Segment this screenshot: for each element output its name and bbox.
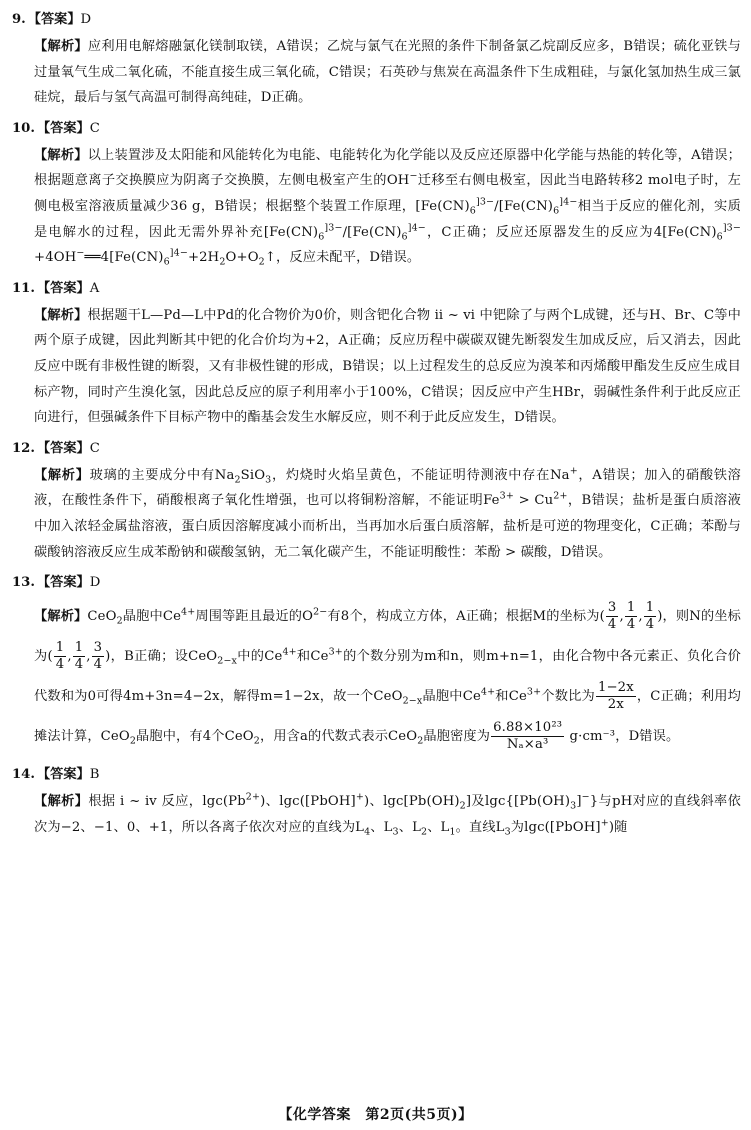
q12-text-1: 玻璃的主要成分中有Na — [89, 467, 235, 483]
q14-sub: 3 — [570, 800, 577, 812]
page-footer: 【化学答案 第2页(共5页)】 — [278, 1107, 473, 1123]
q14-sub: 3 — [392, 826, 399, 838]
q12-sub: 2 — [234, 474, 241, 486]
q10-sub: 6 — [318, 231, 325, 243]
q14-sup: + — [355, 791, 364, 803]
n-coord-x — [54, 640, 67, 673]
q14-sub: 3 — [504, 826, 511, 838]
q13-sup: 3+ — [328, 646, 343, 658]
q12-answer: C — [89, 440, 100, 456]
q10-answer-line — [12, 119, 741, 139]
q10-sub: 2 — [219, 256, 226, 268]
frac-den: 4 — [645, 617, 655, 633]
q13-sub: 2 — [116, 615, 123, 627]
q14-text-5: ] — [576, 794, 582, 810]
question-14 — [12, 765, 741, 840]
q13-text-15: ，用含a的代数式表示CeO — [259, 729, 418, 745]
question-12 — [12, 439, 741, 565]
q10-text-10: O+O — [225, 250, 259, 266]
q13-sub: 2−x — [217, 655, 238, 667]
q10-sup: ]3− — [722, 222, 741, 234]
q13-sub: 2 — [417, 735, 424, 747]
question-9 — [12, 10, 741, 111]
q13-text-7: 中的Ce — [237, 649, 283, 665]
q11-analysis-label: 【解析】 — [34, 307, 88, 323]
q14-sub: 1 — [449, 826, 456, 838]
q10-text-9: +2H — [187, 250, 220, 266]
q11-analysis-text: 根据题干L—Pd—L中Pd的化合物价为0价，则含钯化合物 ⅱ ~ ⅵ 中钯除了与两个L成键，还与H、Br、C等中两个原子成键，因此判断其中钯的化合价均为+2，A正确；反应历程中碳碳双键先断裂发生加成反应，后又消去，因此反应中既有非极性键的断裂，又有非极性键的形成，B错误；以上过程发生的总反应为溴苯和丙烯酸甲酯发生反应生成目标产物，同时产生溴化氢，因此总反应的原子利用率小于100%，C错误；因反应中产生HBr，弱碱性条件利于此反应正向进行，但强碱条件下目标产物中的酯基会发生水解反应，则不利于此反应发生，D错误。 — [34, 307, 741, 426]
q11-analysis — [34, 303, 741, 431]
q13-text-2: 晶胞中Ce — [122, 609, 182, 625]
q10-sup: ]4− — [559, 196, 578, 208]
q13-analysis-label: 【解析】 — [34, 609, 88, 625]
q10-sub: 6 — [716, 231, 723, 243]
q14-sub: 2 — [420, 826, 428, 838]
q11-answer-label: 【答案】 — [36, 280, 90, 296]
q9-answer-label: 【答案】 — [27, 12, 81, 27]
q13-text-5: )，则N的坐标为( — [34, 609, 741, 665]
q9-answer: D — [80, 12, 92, 27]
q13-answer-line — [12, 573, 741, 593]
q13-sub: 2−x — [402, 695, 423, 707]
q10-analysis — [34, 143, 741, 271]
q14-text-7: 、L — [370, 819, 393, 835]
q13-answer: D — [89, 575, 101, 591]
q12-text-5: > Cu — [513, 493, 554, 509]
frac-den: 2x — [607, 697, 624, 713]
q10-analysis-label: 【解析】 — [34, 147, 88, 163]
q13-text-9: 的个数分别为m和n，则m+n=1，由化合物中各元素正、负化合价代数和为0可得4m+3n=4−2x，解得m=1−2x，故一个CeO — [34, 649, 741, 705]
n-coord-y — [73, 640, 86, 673]
q13-sup: 3+ — [526, 686, 542, 698]
q12-text-3: ，灼烧时火焰呈黄色，不能证明待测液中存在Na — [271, 467, 570, 483]
q13-text-10: 晶胞中Ce — [422, 689, 481, 705]
q13-sub: 2 — [129, 735, 137, 747]
q10-answer: C — [89, 120, 100, 136]
q14-sup: − — [581, 791, 590, 803]
q10-text-2: 迁移至右侧电极室，因此当电路转移2 mol电子时，左侧电极室溶液质量减少36 g，B错误；根据整个装置工作原理，[Fe(CN) — [34, 173, 741, 214]
q13-number: 13. — [12, 575, 35, 591]
frac-den: Nₐ×a³ — [506, 737, 549, 753]
frac-num: 1 — [626, 600, 636, 616]
q12-answer-line — [12, 439, 741, 459]
frac-den: 4 — [55, 657, 65, 673]
q10-text-8: ══4[Fe(CN) — [84, 250, 164, 266]
q12-text-4: ，A错误；加入的硝酸铁溶液，在酸性条件下，硝酸根离子氧化性增强，也可以将铜粉溶解，不能证明Fe — [34, 467, 741, 509]
q13-sup: 2− — [313, 606, 328, 618]
q11-answer-line — [12, 279, 741, 299]
q10-number: 10. — [12, 120, 35, 136]
q14-sup: + — [600, 817, 609, 829]
q12-text-2: SiO — [240, 467, 266, 483]
frac-num: 1 — [74, 640, 84, 656]
frac-num: 1−2x — [597, 680, 634, 696]
frac-num: 1 — [55, 640, 65, 656]
q9-analysis-label: 【解析】 — [34, 39, 88, 54]
q10-text-4: 相当于反应的催化剂，实质是电解水的过程，因此无需外界补充[Fe(CN) — [34, 198, 741, 240]
q14-analysis-label: 【解析】 — [34, 794, 89, 810]
q12-sup: + — [569, 465, 578, 477]
frac-num: 3 — [93, 640, 103, 656]
q13-text-1: CeO — [87, 609, 117, 625]
q11-answer: A — [89, 280, 100, 296]
q10-sup: − — [76, 247, 85, 259]
q13-text-16: 晶胞密度为 — [423, 729, 491, 745]
q9-analysis-text: 应利用电解熔融氯化镁制取镁，A错误；乙烷与氯气在光照的条件下制备氯乙烷副反应多，B错误；硫化亚铁与过量氧气生成二氧化硫，不能直接生成三氧化硫，C错误；石英砂与焦炭在高温条件下生成粗硅，与氯化氢加热生成三氯硅烷，最后与氢气高温可制得高纯硅，D正确。 — [34, 39, 742, 106]
n-coord-z — [92, 640, 105, 673]
q14-sup: 2+ — [245, 791, 261, 803]
q14-text-11: 为lgc([PbOH] — [510, 819, 601, 835]
q14-text-6: }与pH对应的直线斜率依次为−2、−1、0、+1，所以各离子依次对应的直线为L — [34, 794, 741, 835]
q14-text-1: 根据 ⅰ ~ ⅳ 反应，lgc(Pb — [88, 794, 246, 810]
q14-text-3: )、lgc[Pb(OH) — [363, 794, 460, 810]
q10-text-5: /[Fe(CN) — [342, 224, 402, 240]
question-11 — [12, 279, 741, 431]
m-coord-y — [625, 600, 638, 633]
m-coord-z — [644, 600, 657, 633]
q12-text-6: ，B错误；盐析是蛋白质溶液中加入浓轻金属盐溶液，蛋白质因溶解度减小而析出，当再加水后蛋白质溶解，盐析是可逆的物理变化，C正确；苯酚与碳酸钠溶液反应生成苯酚钠和碳酸氢钠，无二氧化碳产生，不能证明酸性：苯酚 > 碳酸，D错误。 — [34, 493, 741, 560]
q13-sub: 2 — [253, 735, 260, 747]
q10-answer-label: 【答案】 — [36, 120, 90, 136]
frac-num: 3 — [607, 600, 617, 616]
q10-text-6: ，C正确；反应还原器发生的反应为4[Fe(CN) — [425, 224, 717, 240]
m-coord-x — [606, 600, 619, 633]
q14-text-9: 、L — [427, 819, 450, 835]
q12-sup: 2+ — [553, 490, 568, 502]
ratio-fraction — [596, 680, 636, 713]
q12-sup: 3+ — [499, 490, 514, 502]
frac-num: 6.88×10²³ — [493, 720, 563, 736]
question-13 — [12, 573, 741, 757]
q12-number: 12. — [12, 440, 35, 456]
q13-text-12: 个数比为 — [541, 689, 595, 705]
frac-num: 1 — [645, 600, 655, 616]
q10-sup: ]4− — [407, 222, 426, 234]
q10-sub: 6 — [469, 205, 476, 217]
q10-sub: 2 — [258, 256, 265, 268]
q10-sup: ]3− — [475, 196, 495, 208]
q13-sup: 4+ — [480, 686, 496, 698]
q12-sub: 3 — [265, 474, 272, 486]
q13-text-6: )，B正确；设CeO — [105, 649, 218, 665]
q14-answer-label: 【答案】 — [36, 767, 90, 783]
q12-answer-label: 【答案】 — [36, 440, 90, 456]
density-fraction — [491, 720, 564, 753]
q14-text-10: 。直线L — [455, 819, 505, 835]
q10-sub: 6 — [553, 205, 560, 217]
q14-sub: 2 — [459, 800, 466, 812]
q14-text-2: )、lgc([PbOH] — [260, 794, 356, 810]
q10-sub: 6 — [163, 256, 170, 268]
q10-text-7: +4OH — [34, 250, 77, 266]
q13-text-3: 周围等距且最近的O — [195, 609, 314, 625]
q14-sub: 4 — [364, 826, 371, 838]
q13-text-13: ，C正确；利用均摊法计算，CeO — [34, 689, 741, 745]
frac-den: 4 — [93, 657, 103, 673]
q13-sup: 4+ — [181, 606, 196, 618]
q10-text-1: 以上装置涉及太阳能和风能转化为电能、电能转化为化学能以及反应还原器中化学能与热能的转化等，A错误；根据题意离子交换膜应为阴离子交换膜，左侧电极室产生的OH — [34, 147, 741, 189]
q10-text-11: ↑，反应未配平，D错误。 — [264, 250, 421, 266]
q14-analysis — [34, 789, 741, 840]
q13-answer-label: 【答案】 — [36, 575, 90, 591]
q10-text-3: /[Fe(CN) — [494, 198, 554, 214]
frac-den: 4 — [74, 657, 84, 673]
q13-text-11: 和Ce — [495, 689, 527, 705]
frac-den: 4 — [626, 617, 636, 633]
q13-text-8: 和Ce — [296, 649, 329, 665]
q10-sub: 6 — [401, 231, 408, 243]
q13-sup: 4+ — [282, 646, 297, 658]
q12-analysis-label: 【解析】 — [34, 467, 90, 483]
q10-sup: ]4− — [169, 247, 188, 259]
q14-answer-line — [12, 765, 741, 785]
q14-answer: B — [89, 767, 100, 783]
q10-sup: ]3− — [324, 222, 343, 234]
q13-analysis: 【解析】CeO$_2$晶胞中$Ce^{4+}$周围等距且最近的$O^{2-}$有8个，构成立方体，A正确；根据M的坐标为( $\frac{3}{4}$ , $\frac{1}{4}$ , $\frac{1}{4}$ )，则N的坐标为( $\frac{1}{4}$ , $\frac{1}{4}$ , $\frac{3}{4}$ )，B正确；设CeO$_{2-x}$中的$Ce^{4+}$和$Ce^{3+}$的个数分别为m和n，则m+n=1，由化合物中各元素正、负化合价代数和为0可得4m+3n=4−2x，解得m=1−2x，故一个CeO$_{2-x}$晶胞中$Ce^{4+}$和$Ce^{3+}$个数比为 $\frac{1-2x}{2x}$ ，C正确；利用均摊法计算，CeO$_2$晶胞中，有4个CeO$_2$，用含a的代数式表示CeO$_2$晶胞密度为 $\frac{\text{6.88×10²³}}{\text{Nₐ×a³}}$ g·cm⁻³，D错误。 — [34, 600, 741, 753]
q13-text-4: 有8个，构成立方体，A正确；根据M的坐标为( — [327, 609, 605, 625]
q11-number: 11. — [12, 280, 35, 296]
q14-number: 14. — [12, 767, 35, 783]
q13-text-14: 晶胞中，有4个CeO — [136, 729, 254, 745]
q13-text-17: g·cm⁻³，D错误。 — [565, 729, 680, 745]
q9-analysis — [34, 34, 741, 111]
frac-den: 4 — [607, 617, 617, 633]
q14-text-12: )随 — [608, 819, 628, 835]
q14-text-4: ]及lgc{[Pb(OH) — [465, 794, 571, 810]
question-10 — [12, 119, 741, 271]
q9-answer-line — [12, 10, 741, 30]
q12-analysis — [34, 463, 741, 565]
q14-text-8: 、L — [398, 819, 421, 835]
q10-sup: − — [409, 170, 418, 182]
q9-number: 9. — [12, 12, 26, 27]
